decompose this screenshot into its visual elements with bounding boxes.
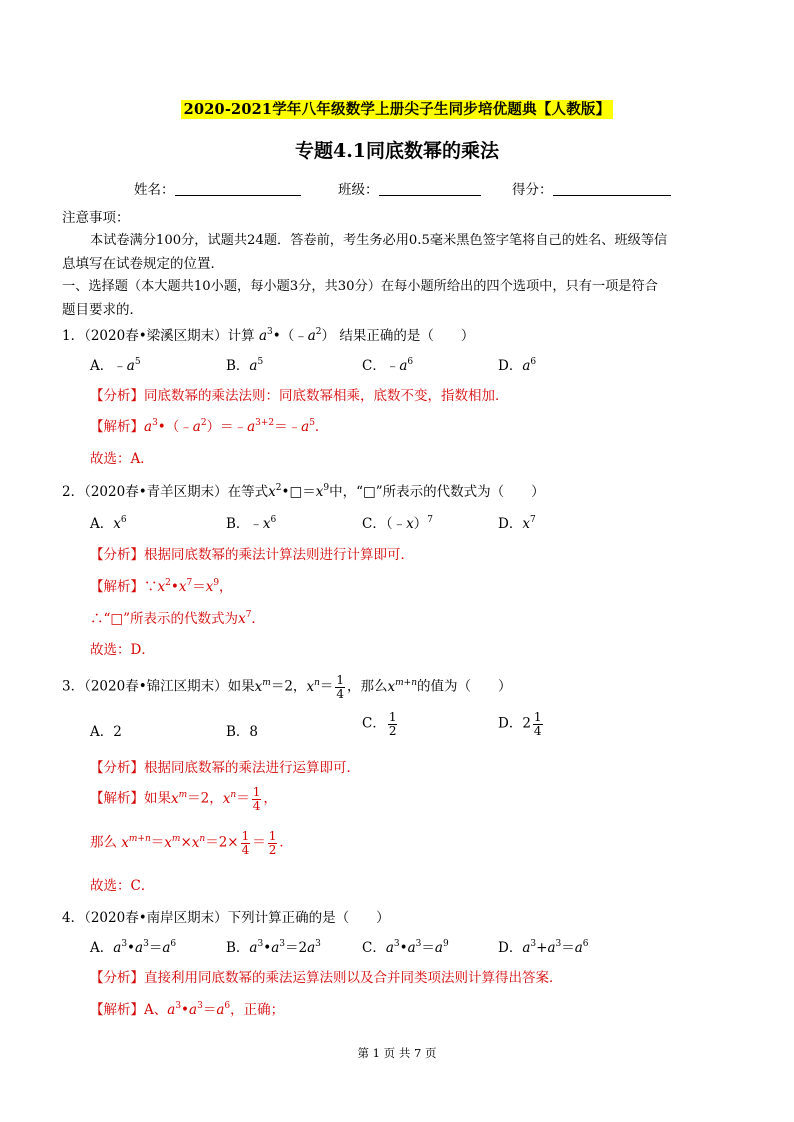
q3-solution: 【解析】如果$x^m=2$，$x^n=$ $\frac{1}{4}$ ， [90, 785, 277, 813]
notice-heading: 注意事项： [62, 210, 130, 226]
score-blank [553, 181, 671, 196]
q2-conclusion: ∴“□”所表示的代数式为$x^7$． [90, 610, 265, 627]
q3-analysis: 【分析】根据同底数幂的乘法进行运算即可． [90, 760, 360, 776]
q3-option-a: A．2 [90, 724, 122, 740]
q4-option-b: B．$a^3•a^3=2a^3$ [226, 939, 321, 956]
q2-solution: 【解析】$\because x^2•x^7=x^9$， [90, 578, 233, 595]
q1-option-c: C．$﹣a^6$ [362, 357, 414, 374]
q3-answer: 故选：C． [90, 878, 155, 894]
q2-answer: 故选：D． [90, 642, 155, 658]
q4-analysis: 【分析】直接利用同底数幂的乘法运算法则以及合并同类项法则计算得出答案． [90, 970, 563, 986]
q3-option-b: B．8 [226, 724, 259, 740]
notice-line-2: 息填写在试卷规定的位置． [62, 256, 224, 272]
q1-solution: 【解析】$a^3•(﹣a^2)=﹣a^{3+2}=﹣a^5$． [90, 418, 329, 435]
q1-answer: 故选：A． [90, 451, 154, 467]
class-blank [379, 181, 481, 196]
q1-stem-suffix: 结果正确的是（ ） [339, 328, 475, 344]
q4-stem: 4．（2020春•南岸区期末）下列计算正确的是（ ） [62, 910, 390, 926]
header-banner-row [0, 98, 794, 119]
score-field [512, 178, 671, 198]
header-banner: 2020-2021学年八年级数学上册尖子生同步培优题典【人教版】 [181, 100, 614, 119]
notice-line-1: 本试卷满分100分，试题共24题．答卷前，考生务必用0.5毫米黑色签字笔将自己的姓名、班级等信 [90, 233, 668, 248]
class-field [338, 178, 481, 198]
q4-option-d: D．$a^3+a^3=a^6$ [498, 939, 589, 956]
q3-then: 那么 $x^{m+n}=x^m\times x^n=2\times$ $\frac{1}{4}$ ＝ $\frac{1}{2}$ ． [90, 829, 293, 857]
q1-analysis: 【分析】同底数幂的乘法法则：同底数幂相乘，底数不变，指数相加． [90, 388, 509, 404]
section-line-2: 题目要求的． [62, 302, 143, 318]
name-field [134, 178, 301, 198]
page-footer: 第 1 页 共 7 页 [357, 1046, 437, 1060]
q2-option-a: A．$x^6$ [90, 515, 127, 532]
q1-option-d: D．$a^6$ [498, 357, 537, 374]
q2-stem: 2．（2020春•青羊区期末）在等式$x^2•□=x^9$中，“□”所表示的代数式为（ ） [62, 483, 545, 500]
q4-solution: 【解析】A、$a^3•a^3=a^6$，正确； [90, 1001, 285, 1018]
class-label: 班级： [338, 182, 379, 198]
name-blank [175, 181, 301, 196]
q4-option-a: A．$a^3•a^3=a^6$ [90, 939, 177, 956]
q2-analysis: 【分析】根据同底数幂的乘法计算法则进行计算即可． [90, 547, 414, 563]
q2-option-d: D．$x^7$ [498, 515, 536, 532]
page-title: 专题4.1同底数幂的乘法 [294, 140, 500, 162]
q4-option-c: C．$a^3•a^3=a^9$ [362, 939, 449, 956]
q3-option-c: C． $\frac{1}{2}$ [362, 710, 397, 738]
section-line-1: 一、选择题（本大题共10小题，每小题3分，共30分）在每小题所给出的四个选项中，只有一项是符合 [62, 279, 658, 294]
q3-stem-fraction: $\frac{1}{4}$ [336, 673, 344, 701]
q3-option-d: D．2 $\frac{1}{4}$ [498, 710, 542, 738]
q2-option-b: B．$﹣x^6$ [226, 515, 277, 532]
q1-stem-prefix: 1．（2020春•梁溪区期末）计算 [62, 328, 255, 344]
q2-option-c: C．（﹣x）$^7$ [362, 515, 433, 532]
q1-option-a: A．$﹣a^5$ [90, 357, 141, 374]
q1-stem: 1．（2020春•梁溪区期末）计算 $a^3•(﹣a^2)$ 结果正确的是（ ） [62, 327, 475, 344]
q3-stem: 3．（2020春•锦江区期末）如果$x^m=2$，$x^n=$ $\frac{1}{4}$ ，那么$x^{m+n}$的值为（ ） [62, 673, 512, 701]
q1-option-b: B．$a^5$ [226, 357, 264, 374]
score-label: 得分： [512, 182, 553, 198]
name-label: 姓名： [134, 182, 175, 198]
